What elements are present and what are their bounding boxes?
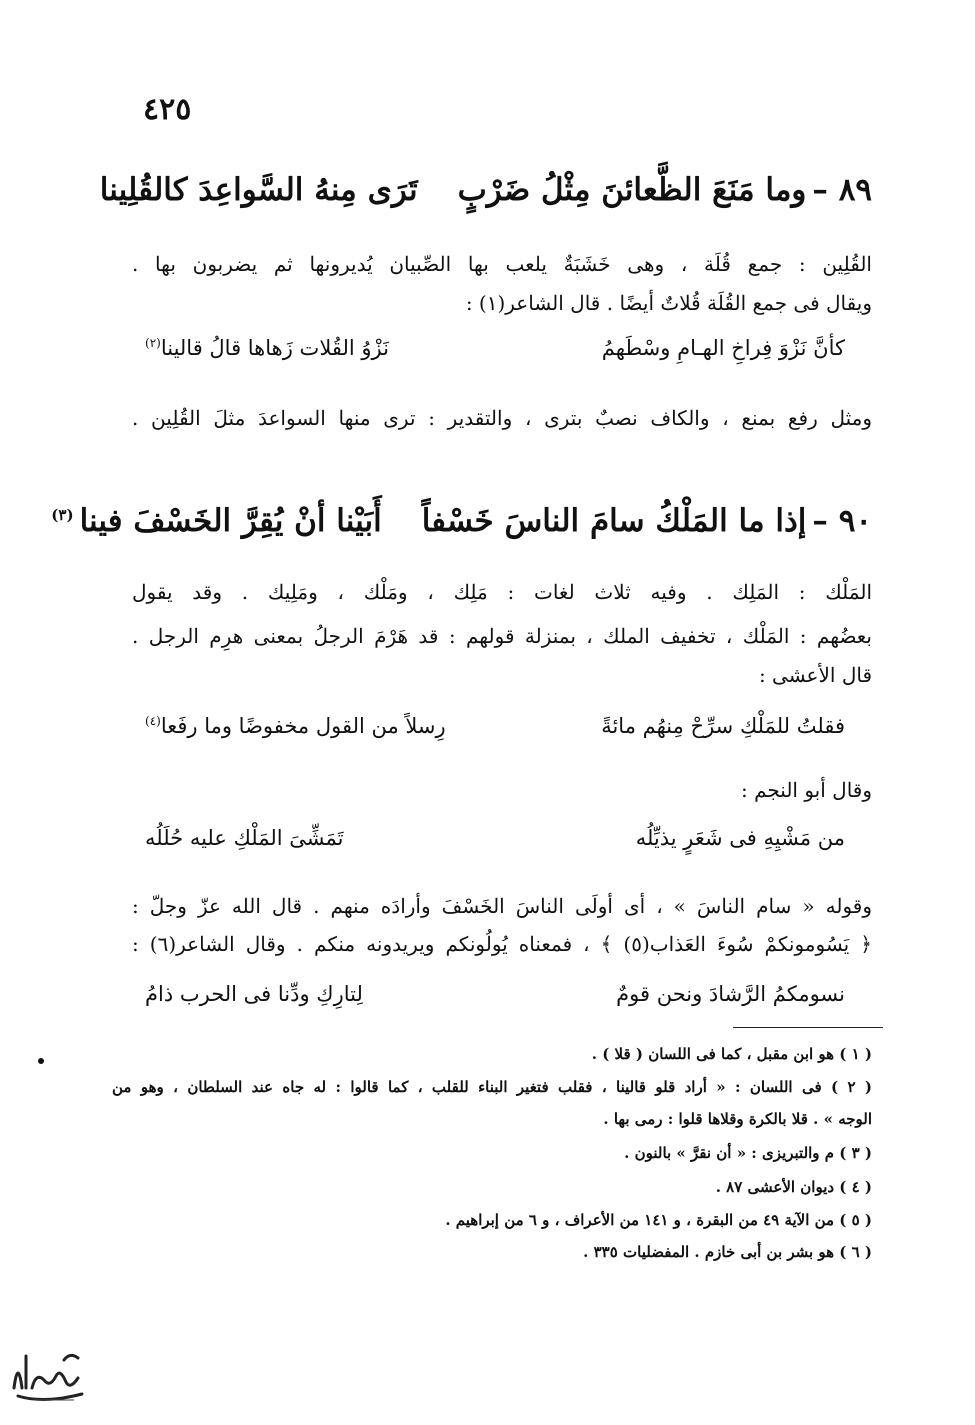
couplet-90-c-first: نسومكمُ الرَّشادَ ونحن قومٌ bbox=[616, 982, 845, 1006]
commentary-90-line-5: ﴿ يَسُومونكمْ سُوءَ العَذاب(٥) ﴾ ، فمعناه يُولُونكم ويريدونه منكم . وقال الشاعر(٦) : bbox=[132, 932, 872, 956]
verse-89-hemistich-1 bbox=[458, 172, 872, 208]
verse-90-hemistich-2: أَبَيْنا أنْ يُقِرَّ الخَسْفَ فينا bbox=[79, 503, 382, 539]
commentary-90-line-3: قال الأعشى : bbox=[758, 663, 872, 687]
commentary-89-line-2: ويقال فى جمع القُلَة قُلاتٌ أيضًا . قال الشاعر(١) : bbox=[465, 291, 872, 315]
couplet-90-a-second-wrap bbox=[145, 714, 446, 738]
margin-mark bbox=[38, 1058, 44, 1064]
verse-90-note: (٣) bbox=[51, 505, 74, 524]
calligraphy-stamp-icon bbox=[4, 1338, 89, 1410]
verse-90-hemistich-1 bbox=[422, 503, 872, 539]
footnote-1: ( ١ ) هو ابن مقبل ، كما فى اللسان ( قلا ) . bbox=[591, 1045, 872, 1063]
couplet-90-a-first: فقلتُ للمَلْكِ سرِّحْ مِنهُم مائةً bbox=[601, 714, 845, 738]
couplet-90-a-second: رِسلاً من القول مخفوضًا وما رفَعا bbox=[160, 714, 446, 738]
footnote-2-cont: الوجه » . قلا بالكرة وقلاها قلوا : رمى بها . bbox=[603, 1110, 872, 1128]
footnote-rule bbox=[733, 1027, 883, 1028]
page-number: ٤٢٥ bbox=[143, 92, 192, 127]
verse-90 bbox=[51, 503, 872, 539]
footnote-5: ( ٥ ) من الآية ٤٩ من البقرة ، و ١٤١ من الأعراف ، و ٦ من إبراهيم . bbox=[445, 1211, 872, 1229]
footnote-3: ( ٣ ) م والتبريزى : « أن نقرَّ » بالنون . bbox=[624, 1144, 872, 1162]
verse-89 bbox=[100, 172, 872, 208]
couplet-90-b bbox=[145, 826, 845, 850]
verse-89-hemistich-2: تَرَى مِنهُ السَّواعِدَ كالقُلِينا bbox=[99, 172, 418, 208]
commentary-90-line-4: وقوله « سام الناسَ » ، أى أولَى الناسَ الخَسْفَ وأرادَه منهم . قال الله عزّ وجلّ : bbox=[132, 894, 872, 918]
footnote-2: ( ٢ ) فى اللسان : « أراد قلو قالينا ، فقلب فتغير البناء للقلب ، كما قالوا : له جاه عند السلطان ، وهو من bbox=[112, 1078, 872, 1096]
verse-90-hemistich-2-wrap bbox=[51, 503, 381, 539]
calligraphy-stamp bbox=[4, 1338, 89, 1410]
couplet-89 bbox=[145, 336, 845, 360]
commentary-89-line-1: القُلِين : جمع قُلَة ، وهى خَشَبَةٌ يلعب بها الصِّبيان يُديرونها ثم يضربون بها . bbox=[132, 252, 872, 276]
verse-89-first-text: وما مَنَعَ الظَّعائنَ مِثْلُ ضَرْبٍ bbox=[457, 172, 807, 208]
couplet-90-c bbox=[145, 982, 845, 1006]
verse-90-first-text: إذا ما المَلْكُ سامَ الناسَ خَسْفاً bbox=[421, 503, 807, 539]
footnote-6: ( ٦ ) هو بشر بن أبى خازم . المفضليات ٣٣٥ . bbox=[583, 1243, 872, 1261]
couplet-90-b-first: من مَشْيِهِ فى شَعَرٍ يذيِّلُه bbox=[635, 826, 845, 850]
couplet-90-c-second: لِتارِكِ ودِّنا فى الحرب ذامُ bbox=[145, 982, 363, 1006]
couplet-89-first: كأنَّ نَزْوَ فِراخِ الهـامِ وسْطَهمُ bbox=[601, 336, 845, 360]
footnote-4: ( ٤ ) ديوان الأعشى ٨٧ . bbox=[715, 1178, 872, 1196]
verse-89-number: ٨٩ – bbox=[812, 172, 872, 208]
commentary-90-line-1: المَلْك : المَلِك . وفيه ثلاث لغات : مَلِك ، ومَلْك ، ومَلِيك . وقد يقول bbox=[132, 580, 872, 604]
commentary-90-line-2: بعضُهم : المَلْك ، تخفيف الملك ، بمنزلة قولهم : قد هَرْمَ الرجلُ بمعنى هرِم الرجل . bbox=[132, 624, 872, 648]
couplet-89-second-wrap bbox=[145, 336, 389, 360]
couplet-90-a-note: (٤) bbox=[145, 714, 161, 728]
couplet-89-note: (٢) bbox=[145, 336, 161, 350]
commentary-89-closing: ومثل رفع بمنع ، والكاف نصبٌ بترى ، والتقدير : ترى منها السواعدَ مثلَ القُلِين . bbox=[132, 406, 872, 430]
couplet-89-second: نَزْوُ القُلات زَهاها قالُ قالينا bbox=[160, 336, 389, 360]
verse-90-number: ٩٠ – bbox=[812, 503, 872, 539]
couplet-90-b-second: تَمَشِّىَ المَلْكِ عليه حُلَلُه bbox=[145, 826, 344, 850]
commentary-90-intro-2: وقال أبو النجم : bbox=[740, 778, 872, 802]
couplet-90-a bbox=[145, 714, 845, 738]
